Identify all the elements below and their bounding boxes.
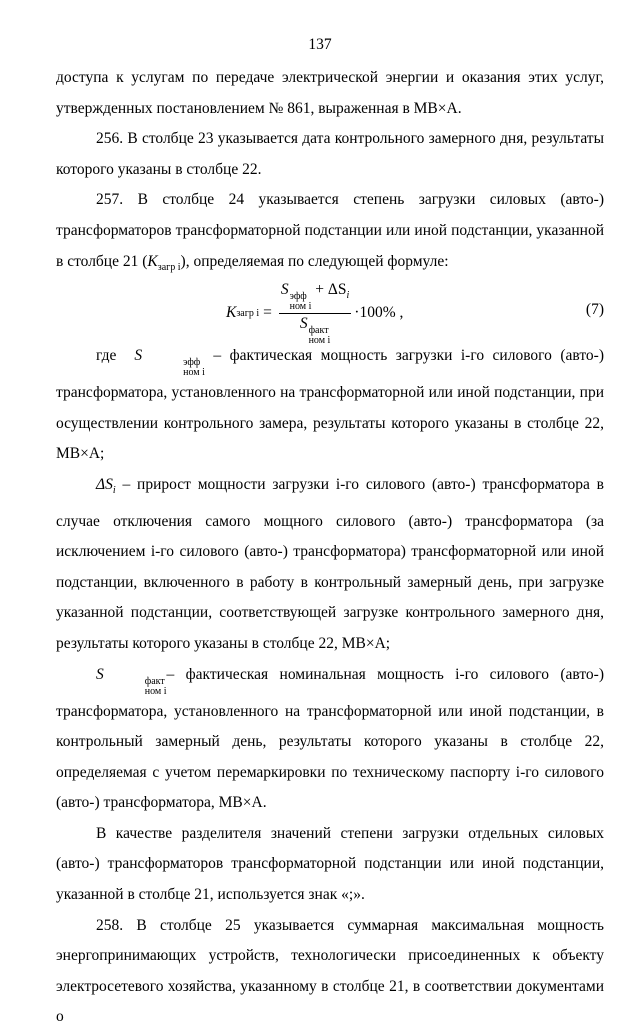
page-body [56, 63, 604, 1033]
formula-fraction [279, 281, 351, 346]
paragraph-256: 256. В столбце 23 указывается дата контрольного замерного дня, результаты которого указаны в столбце 22. [56, 130, 604, 178]
formula-block [56, 280, 604, 346]
num-sub: ном i [289, 300, 312, 312]
def1-sub: ном i [183, 367, 205, 379]
paragraph-257-tail: ), определяемая по следующей формуле: [180, 252, 449, 270]
definition-s-eff [56, 341, 604, 470]
paragraph-258: 258. В столбце 25 указывается суммарная максимальная мощность энергопринимающих устройств, технологически присоединенных к объекту электросетевого хозяйства, указанному в столбце 21, в соответствии документами о [56, 916, 604, 1026]
den-sup: факт [308, 324, 329, 336]
formula-numerator [279, 281, 351, 314]
num-plus-sub: i [346, 289, 350, 301]
paragraph-separator: В качестве разделителя значений степени загрузки отдельных силовых (авто-) трансформаторов трансформаторной подстанции или иной подстанции, указанной в столбце 21, используется знак «;». [56, 824, 604, 904]
paragraph-continuation: доступа к услугам по передаче электрической энергии и оказания этих услуг, утвержденных постановлением № 861, выраженная в МВ×А. [56, 69, 604, 117]
formula-tail: ·100% , [354, 304, 404, 322]
paragraph-257 [56, 185, 604, 283]
formula-lhs: K [226, 304, 237, 322]
where-word: где [96, 347, 117, 365]
def1-sup: эфф [183, 357, 201, 369]
den-s: S [299, 314, 308, 332]
k-load-symbol: K [147, 252, 158, 270]
formula-7 [226, 280, 404, 346]
num-sup: эфф [289, 290, 307, 302]
paragraph-257-text: 257. В столбце 24 указывается степень загрузки силовых (авто-) трансформаторов трансформаторной подстанции или иной подстанции, указанной в столбце 21 ( [56, 191, 604, 270]
def3-sub: ном i [144, 685, 167, 697]
def1-symbol: S [134, 347, 143, 365]
formula-number: (7) [585, 301, 604, 319]
k-load-subscript: загр i [157, 261, 181, 273]
num-plus: + ΔS [315, 280, 347, 298]
def3-symbol: S [96, 665, 104, 683]
formula-equals: = [263, 304, 272, 322]
num-s: S [280, 280, 289, 298]
def3-sup: факт [144, 675, 165, 687]
num-stack [290, 292, 312, 312]
def2-symbol: ΔS [96, 475, 113, 493]
def3-text: – фактическая номинальная мощность i-го силового (авто-) трансформатора, установленного на трансформаторной или иной подстанции, в контрольный замерный день, результаты которого указаны в столбце 22, определяемая с учетом перемаркировки по техническому паспорту i-го силового (авто-) трансформатора, МВ×А. [56, 665, 604, 812]
definition-delta-s [56, 470, 604, 660]
def2-text: – прирост мощности загрузки i-го силового (авто-) трансформатора в случае отключения самого мощного силового (авто-) трансформатора (за исключением i-го силового (авто-) трансформатора) трансформаторной или иной подстанции, включенного в работу в контрольный замерный день, при загрузке указанной подстанции, соответствующей загрузке контрольного замерного дня, результаты которого указаны в столбце 22, МВ×А; [56, 475, 604, 652]
formula-denominator [298, 314, 333, 346]
definition-s-fact [56, 660, 604, 819]
def1-stack [143, 358, 205, 378]
formula-lhs-sub: загр i [236, 307, 260, 319]
page-number: 137 [308, 36, 332, 53]
den-sub: ном i [308, 334, 331, 346]
def1-text: – фактическая мощность загрузки i-го силового (авто-) трансформатора, установленного на трансформаторной или иной подстанции, при осуществлении контрольного замера, результаты которого указаны в столбце 22, МВ×А; [56, 347, 604, 463]
den-stack [309, 326, 331, 346]
def2-sub: i [112, 484, 116, 496]
def3-stack [105, 677, 167, 697]
